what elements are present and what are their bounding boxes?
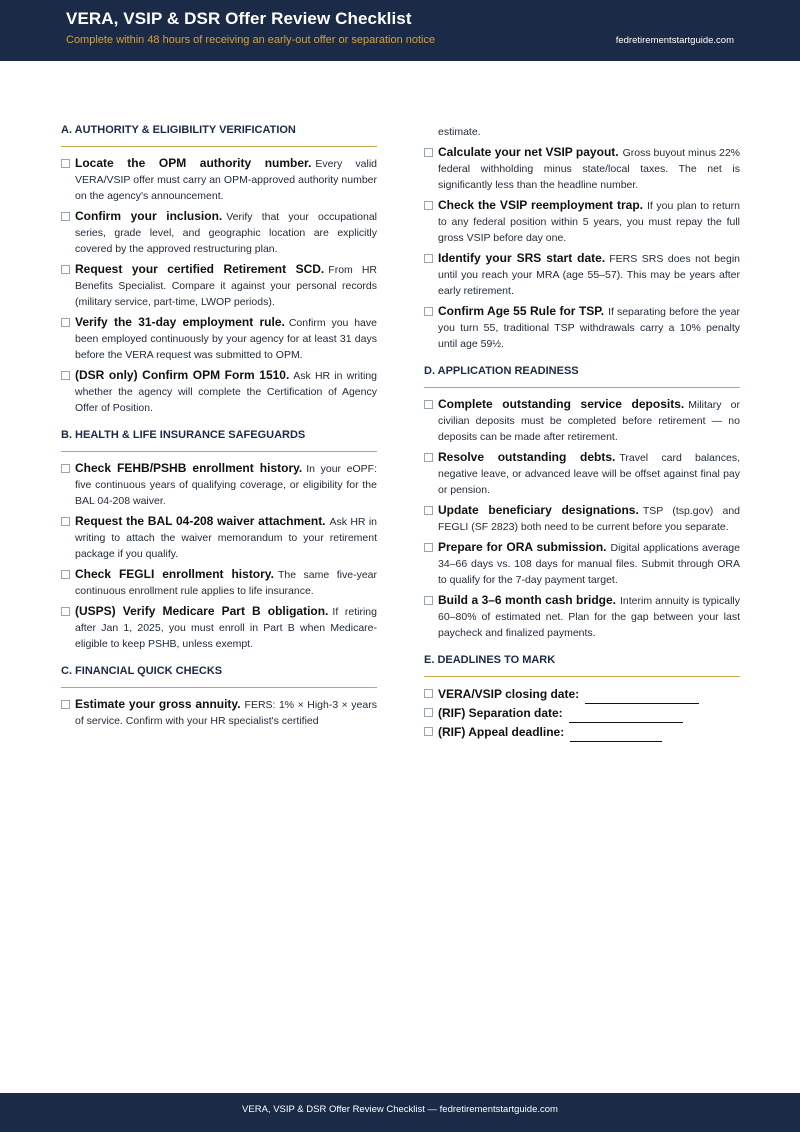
item-lead: (USPS) Verify Medicare Part B obligation. bbox=[75, 604, 329, 618]
page-footer bbox=[0, 1093, 800, 1132]
item-lead: Locate the OPM authority number. bbox=[75, 156, 312, 170]
checklist-item bbox=[424, 396, 740, 445]
item-text: Interim annuity is typically 60–80% of estimated net. Plan for the gap between your last paycheck and finalized payments. bbox=[438, 595, 740, 639]
checkbox[interactable] bbox=[424, 148, 433, 157]
checkbox[interactable] bbox=[424, 400, 433, 409]
item-text: Gross buyout minus 22% federal withholding minus state/local taxes. The net is significantly less than the headline number. bbox=[438, 147, 740, 191]
checkbox[interactable] bbox=[61, 570, 70, 579]
page-subtitle: Complete within 48 hours of receiving an early-out offer or separation notice bbox=[66, 34, 436, 46]
item-text: From HR Benefits Specialist. Compare it against your personal records (military service, part-time, LWOP periods). bbox=[75, 264, 377, 308]
item-text: If retiring after Jan 1, 2025, you must enroll in Part B when Medicare-eligible to keep PSHB, unless exempt. bbox=[75, 606, 377, 650]
checklist-item bbox=[61, 460, 377, 509]
item-lead: Build a 3–6 month cash bridge. bbox=[438, 593, 616, 607]
item-text: Ask HR in writing whether the agency will complete the Certification of Agency Offer of Position. bbox=[75, 370, 377, 414]
item-lead: Estimate your gross annuity. bbox=[75, 697, 241, 711]
item-text: Every valid VERA/VSIP offer must carry an OPM-approved authority number on the agency's announcement. bbox=[75, 158, 377, 202]
checklist-item bbox=[61, 314, 377, 363]
item-lead: Prepare for ORA submission. bbox=[438, 540, 607, 554]
item-lead: Verify the 31-day employment rule. bbox=[75, 315, 285, 329]
checklist-item bbox=[424, 592, 740, 641]
checkbox[interactable] bbox=[61, 318, 70, 327]
checklist-item bbox=[61, 696, 377, 729]
checklist-item bbox=[424, 539, 740, 588]
checklist-item bbox=[61, 566, 377, 599]
date-entry-line[interactable] bbox=[569, 708, 683, 723]
checkbox[interactable] bbox=[424, 453, 433, 462]
item-lead: Confirm Age 55 Rule for TSP. bbox=[438, 304, 605, 318]
checklist-item bbox=[424, 144, 740, 193]
section-title: D. APPLICATION READINESS bbox=[424, 365, 740, 388]
deadline-label: (RIF) Appeal deadline: bbox=[438, 725, 565, 739]
checklist-items bbox=[424, 396, 740, 641]
checkbox[interactable] bbox=[424, 708, 433, 717]
checklist-items bbox=[61, 696, 377, 729]
section-financial-quick-checks bbox=[61, 665, 377, 729]
item-text: If you plan to return to any federal position within 5 years, you must repay the full gross VSIP before day one. bbox=[438, 200, 740, 244]
item-text-continuation: estimate. bbox=[438, 126, 481, 138]
item-text: TSP (tsp.gov) and FEGLI (SF 2823) both need to be current before you separate. bbox=[438, 505, 741, 533]
item-lead: Calculate your net VSIP payout. bbox=[438, 145, 619, 159]
section-title: C. FINANCIAL QUICK CHECKS bbox=[61, 665, 377, 688]
checkbox[interactable] bbox=[61, 700, 70, 709]
checklist-item bbox=[61, 208, 377, 257]
checkbox[interactable] bbox=[61, 159, 70, 168]
item-text: Military or civilian deposits must be completed before retirement — no deposits can be made after retirement. bbox=[438, 399, 740, 443]
checkbox[interactable] bbox=[424, 506, 433, 515]
item-lead: Check FEGLI enrollment history. bbox=[75, 567, 274, 581]
item-lead: Update beneficiary designations. bbox=[438, 503, 639, 517]
deadline-rif-appeal bbox=[424, 723, 740, 742]
date-entry-line[interactable] bbox=[585, 689, 699, 704]
section-title: E. DEADLINES TO MARK bbox=[424, 654, 740, 677]
item-text: Travel card balances, negative leave, or advanced leave will be offset against final pay or pension. bbox=[438, 452, 740, 496]
section-title: A. AUTHORITY & ELIGIBILITY VERIFICATION bbox=[61, 124, 377, 147]
section-title: B. HEALTH & LIFE INSURANCE SAFEGUARDS bbox=[61, 429, 377, 452]
item-text: Verify that your occupational series, grade level, and geographic location are explicitly covered by the approved restructuring plan. bbox=[75, 211, 377, 255]
checkbox[interactable] bbox=[424, 307, 433, 316]
checkbox[interactable] bbox=[424, 596, 433, 605]
item-lead: Resolve outstanding debts. bbox=[438, 450, 616, 464]
item-lead: (DSR only) Confirm OPM Form 1510. bbox=[75, 368, 290, 382]
date-entry-line[interactable] bbox=[570, 727, 662, 742]
footer-text: VERA, VSIP & DSR Offer Review Checklist — fedretirementstartguide.com bbox=[242, 1104, 558, 1115]
checkbox[interactable] bbox=[61, 212, 70, 221]
checklist-item bbox=[61, 155, 377, 204]
item-text: Ask HR in writing to attach the waiver memorandum to your retirement package if you qualify. bbox=[75, 516, 378, 560]
checklist-item bbox=[424, 502, 740, 535]
deadline-label: (RIF) Separation date: bbox=[438, 706, 563, 720]
checklist-item bbox=[424, 303, 740, 352]
item-lead: Check FEHB/PSHB enrollment history. bbox=[75, 461, 303, 475]
left-column bbox=[61, 124, 377, 742]
page-title: VERA, VSIP & DSR Offer Review Checklist bbox=[66, 9, 412, 28]
checkbox[interactable] bbox=[61, 607, 70, 616]
checkbox[interactable] bbox=[424, 201, 433, 210]
checkbox[interactable] bbox=[61, 517, 70, 526]
checkbox[interactable] bbox=[61, 371, 70, 380]
item-text: FERS SRS does not begin until you reach your MRA (age 55–57). This may be years after early retirement. bbox=[438, 253, 740, 297]
checkbox[interactable] bbox=[424, 543, 433, 552]
checklist-item bbox=[424, 449, 740, 498]
deadline-rif-separation bbox=[424, 704, 740, 723]
item-lead: Identify your SRS start date. bbox=[438, 251, 606, 265]
item-text: Digital applications average 34–66 days vs. 108 days for manual files. Submit through ORA to qualify for the 7-day payment target. bbox=[438, 542, 740, 586]
checklist-item bbox=[61, 367, 377, 416]
section-deadlines bbox=[424, 654, 740, 742]
item-text: If separating before the year you turn 55, traditional TSP withdrawals carry a 10% penalty until age 59½. bbox=[438, 306, 740, 350]
item-lead: Check the VSIP reemployment trap. bbox=[438, 198, 644, 212]
item-lead: Confirm your inclusion. bbox=[75, 209, 223, 223]
checkbox[interactable] bbox=[424, 727, 433, 736]
item-lead: Complete outstanding service deposits. bbox=[438, 397, 685, 411]
checkbox[interactable] bbox=[61, 265, 70, 274]
section-application-readiness bbox=[424, 365, 740, 641]
header-site-url: fedretirementstartguide.com bbox=[615, 35, 734, 46]
item-text: In your eOPF: five continuous years of qualifying coverage, or eligibility for the BAL 04-208 waiver. bbox=[75, 463, 378, 507]
item-lead: Request your certified Retirement SCD. bbox=[75, 262, 325, 276]
checkbox[interactable] bbox=[424, 689, 433, 698]
section-authority-eligibility bbox=[61, 124, 377, 416]
item-text: The same five-year continuous enrollment rule applies to life insurance. bbox=[75, 569, 377, 597]
checklist-items bbox=[61, 460, 377, 652]
checklist-item bbox=[61, 261, 377, 310]
page-header bbox=[0, 0, 800, 61]
item-lead: Request the BAL 04-208 waiver attachment. bbox=[75, 514, 326, 528]
deadline-label: VERA/VSIP closing date: bbox=[438, 687, 580, 701]
item-text: Confirm you have been employed continuously by your agency for at least 31 days before the VERA request was submitted to OPM. bbox=[75, 317, 377, 361]
deadline-items bbox=[424, 685, 740, 742]
checklist-item bbox=[61, 513, 377, 562]
right-column bbox=[424, 124, 740, 755]
checklist-item bbox=[424, 250, 740, 299]
item-text: FERS: 1% × High-3 × years of service. Confirm with your HR specialist's certified bbox=[75, 699, 377, 727]
deadline-vera-vsip-closing bbox=[424, 685, 740, 704]
checklist-item bbox=[424, 197, 740, 246]
checklist-items bbox=[61, 155, 377, 416]
checklist-items bbox=[424, 144, 740, 352]
checkbox[interactable] bbox=[424, 254, 433, 263]
checklist-item bbox=[61, 603, 377, 652]
checkbox[interactable] bbox=[61, 464, 70, 473]
section-health-life-insurance bbox=[61, 429, 377, 652]
